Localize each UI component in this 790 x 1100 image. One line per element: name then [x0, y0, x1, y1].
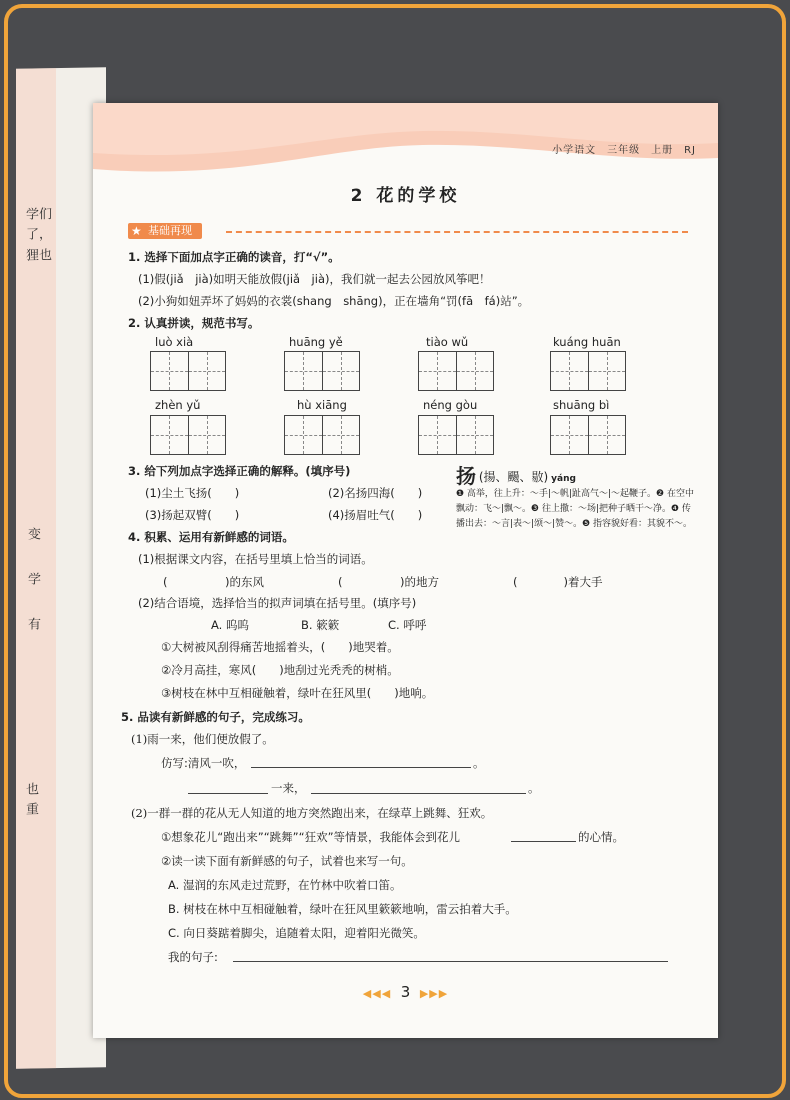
period: 。 [473, 756, 485, 770]
writing-grid[interactable] [550, 415, 626, 455]
writing-grid[interactable] [150, 415, 226, 455]
q3-item[interactable]: (4)扬眉吐气( ) [328, 508, 423, 522]
section-badge [128, 223, 202, 239]
q1-stem: 1. 选择下面加点字正确的读音，打“√”。 [128, 250, 340, 264]
q5-s1: (1)雨一来，他们便放假了。 [131, 732, 274, 746]
q1-line2: (2)小狗如妞弄坏了妈妈的衣裳(shang shāng)，正在墙角“罚(fā fá)站”。 [138, 294, 530, 308]
q1-line1: (1)假(jiǎ jià)如明天能放假(jiǎ jià)，我们就一起去公园放风筝吧！ [138, 272, 491, 286]
q5-choice: A. 湿润的东风走过荒野，在竹林中吹着口笛。 [168, 878, 402, 892]
dict-char: 扬 [456, 464, 476, 488]
period: 。 [528, 781, 540, 795]
q5-fx-label: 仿写:清风一吹， [161, 756, 246, 770]
q4-stem: 4. 积累、运用有新鲜感的词语。 [128, 530, 294, 544]
q5-fx-mid: 一来， [271, 781, 306, 795]
writing-grid[interactable] [284, 415, 360, 455]
q4-fill[interactable]: ( )着大手 [513, 575, 603, 589]
pinyin-label: hù xiāng [297, 398, 347, 412]
q5-choice: B. 树枝在林中互相碰触着，绿叶在狂风里簌簌地响，雷云拍着大手。 [168, 902, 517, 916]
section-label: 基础再现 [148, 224, 192, 237]
photo-frame [4, 4, 786, 1098]
q4-fill[interactable]: ( )的地方 [338, 575, 439, 589]
writing-grid[interactable] [284, 351, 360, 391]
q4-option: C. 呼呼 [388, 618, 427, 632]
q4-fill[interactable]: ( )的东风 [163, 575, 264, 589]
dict-head: (揚、颺、敭) [478, 470, 549, 484]
q4-sentence[interactable]: ③树枝在林中互相碰触着，绿叶在狂风里( )地响。 [161, 686, 434, 700]
pinyin-label: néng gòu [423, 398, 478, 412]
left-page-text: 也 [26, 782, 40, 798]
answer-line[interactable] [251, 767, 471, 768]
dict-body: ❶ 高举，往上升：～手|～帆|趾高气～|～起鞭子。❷ 在空中飘动：飞～|飘～。❸ 往上撒：～场|把种子晒干～净。❹ 传播出去：～言|表～|颂～|赞～。❺ 指容貌好看：其貌不～。 [456, 489, 694, 529]
left-arrows-icon: ◀◀◀ [362, 987, 392, 1000]
left-page-text: 狸也 [26, 248, 53, 264]
q4-option: B. 簌簌 [301, 618, 340, 632]
writing-grid[interactable] [550, 351, 626, 391]
page-number: 3 [400, 983, 411, 1001]
book-meta: 小学语文 三年级 上册 RJ [552, 145, 696, 156]
pinyin-label: luò xià [155, 335, 194, 349]
answer-line[interactable] [311, 793, 526, 794]
writing-grid[interactable] [418, 415, 494, 455]
q5-choice: C. 向日葵踮着脚尖，追随着太阳，迎着阳光微笑。 [168, 926, 425, 940]
writing-grid[interactable] [418, 351, 494, 391]
pinyin-label: kuáng huān [553, 335, 621, 349]
q4-sentence[interactable]: ②冷月高挂，寒风( )地刮过光秃秃的树梢。 [161, 663, 399, 677]
pinyin-label: shuāng bì [553, 398, 610, 412]
q4-sentence[interactable]: ①大树被风刮得痛苦地摇着头，( )地哭着。 [161, 640, 399, 654]
q5-stem: 5. 品读有新鲜感的句子，完成练习。 [121, 710, 310, 724]
right-arrows-icon: ▶▶▶ [419, 987, 449, 1000]
q5-qa-end: 的心情。 [578, 830, 624, 844]
q3-item[interactable]: (1)尘土飞扬( ) [145, 486, 240, 500]
answer-line[interactable] [188, 793, 268, 794]
q5-s2: (2)一群一群的花从无人知道的地方突然跑出来，在绿草上跳舞、狂欢。 [131, 806, 493, 820]
q3-item[interactable]: (2)名扬四海( ) [328, 486, 423, 500]
q3-stem: 3. 给下列加点字选择正确的解释。(填序号) [128, 464, 351, 478]
writing-grid[interactable] [150, 351, 226, 391]
left-page-text: 学们 [26, 207, 53, 223]
left-page-text: 有 [28, 617, 42, 633]
dictionary-entry [456, 464, 696, 532]
q4-sub1: (1)根据课文内容，在括号里填上恰当的词语。 [138, 552, 373, 566]
answer-line[interactable] [233, 961, 668, 962]
dict-pinyin: yáng [551, 474, 576, 484]
q4-option: A. 呜呜 [211, 618, 249, 632]
left-page-text: 学 [28, 572, 42, 588]
worksheet-page [93, 103, 718, 1038]
q5-qa: ①想象花儿“跑出来”“跳舞”“狂欢”等情景，我能体会到花儿 [161, 830, 461, 844]
pinyin-label: zhèn yǔ [155, 398, 201, 412]
q5-qb: ②读一读下面有新鲜感的句子，试着也来写一句。 [161, 854, 413, 868]
answer-line[interactable] [511, 841, 576, 842]
left-page-text: 重 [26, 802, 40, 818]
q5-mine-label: 我的句子: [168, 950, 218, 964]
q4-sub2: (2)结合语境，选择恰当的拟声词填在括号里。(填序号) [138, 596, 417, 610]
left-page-text: 变 [28, 527, 42, 543]
pinyin-label: tiào wǔ [426, 335, 469, 349]
left-page-text: 了， [26, 227, 53, 243]
pinyin-label: huāng yě [289, 335, 343, 349]
page-title: 2 花的学校 [350, 186, 461, 206]
page-number-row [93, 983, 718, 1001]
star-icon: ★ [131, 224, 142, 238]
section-divider [226, 231, 688, 233]
section-header [128, 223, 688, 239]
q2-stem: 2. 认真拼读，规范书写。 [128, 316, 260, 330]
q3-item[interactable]: (3)扬起双臂( ) [145, 508, 240, 522]
